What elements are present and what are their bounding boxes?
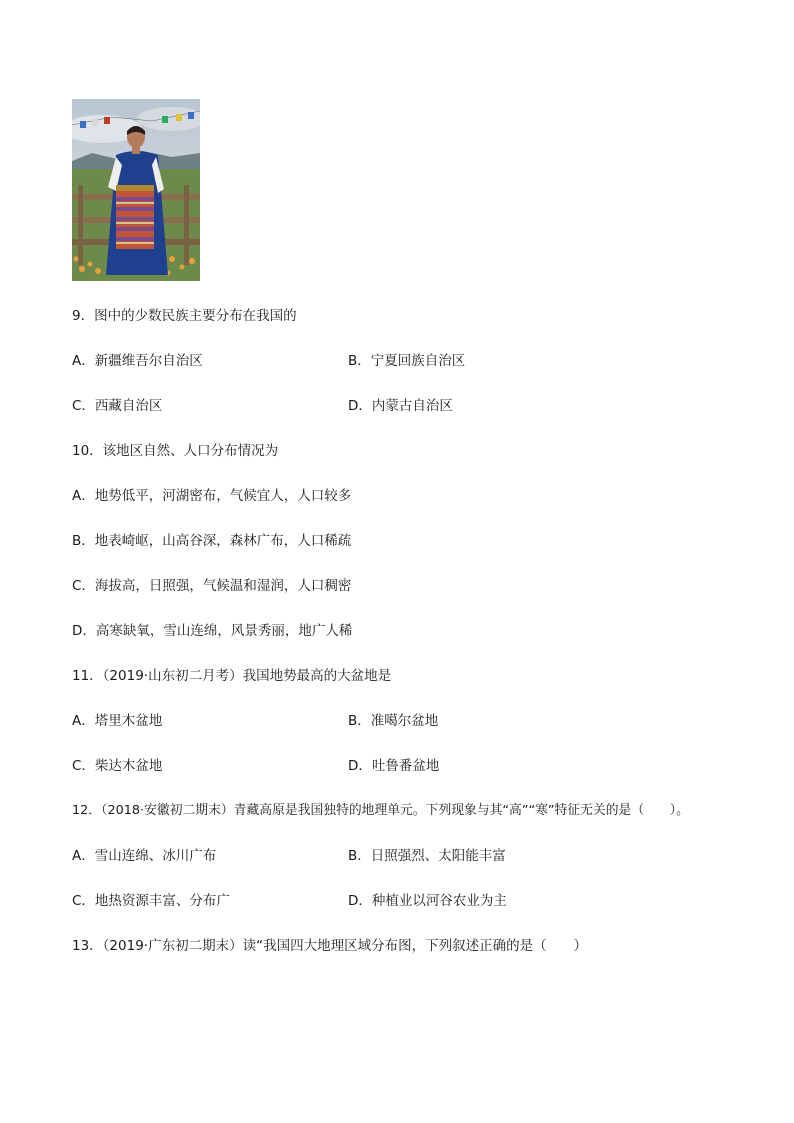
question-stem: 10．该地区自然、人口分布情况为 [72, 443, 279, 459]
option-b: B．准噶尔盆地 [348, 713, 439, 729]
option-a: A．雪山连绵、冰川广布 [72, 848, 217, 864]
option-c: C．柴达木盆地 [72, 758, 163, 774]
option-c: C．西藏自治区 [72, 398, 163, 414]
option-a: A．塔里木盆地 [72, 713, 163, 729]
option-b: B．日照强烈、太阳能丰富 [348, 848, 506, 864]
option-c: C．海拔高，日照强，气候温和湿润，人口稠密 [72, 578, 352, 594]
option-a: A．新疆维吾尔自治区 [72, 353, 203, 369]
option-d: D．吐鲁番盆地 [348, 758, 440, 774]
option-d: D．内蒙古自治区 [348, 398, 453, 414]
question-stem: 13．（2019·广东初二期末）读“我国四大地理区域分布图，下列叙述正确的是（ ） [72, 938, 588, 954]
question-stem: 11．（2019·山东初二月考）我国地势最高的大盆地是 [72, 668, 392, 684]
option-a: A．地势低平，河湖密布，气候宜人，人口较多 [72, 488, 352, 504]
question-stem: 12．（2018·安徽初二期末）青藏高原是我国独特的地理单元。下列现象与其“高”“寒”特征无关的是（ ）。 [72, 803, 689, 818]
option-c: C．地热资源丰富、分布广 [72, 893, 230, 909]
person-in-traditional-costume-photo [72, 99, 200, 281]
option-b: B．宁夏回族自治区 [348, 353, 466, 369]
option-d: D．高寒缺氧，雪山连绵，风景秀丽，地广人稀 [72, 623, 353, 639]
option-d: D．种植业以河谷农业为主 [348, 893, 507, 909]
option-b: B．地表崎岖，山高谷深，森林广布，人口稀疏 [72, 533, 352, 549]
question-stem: 9．图中的少数民族主要分布在我国的 [72, 308, 297, 324]
